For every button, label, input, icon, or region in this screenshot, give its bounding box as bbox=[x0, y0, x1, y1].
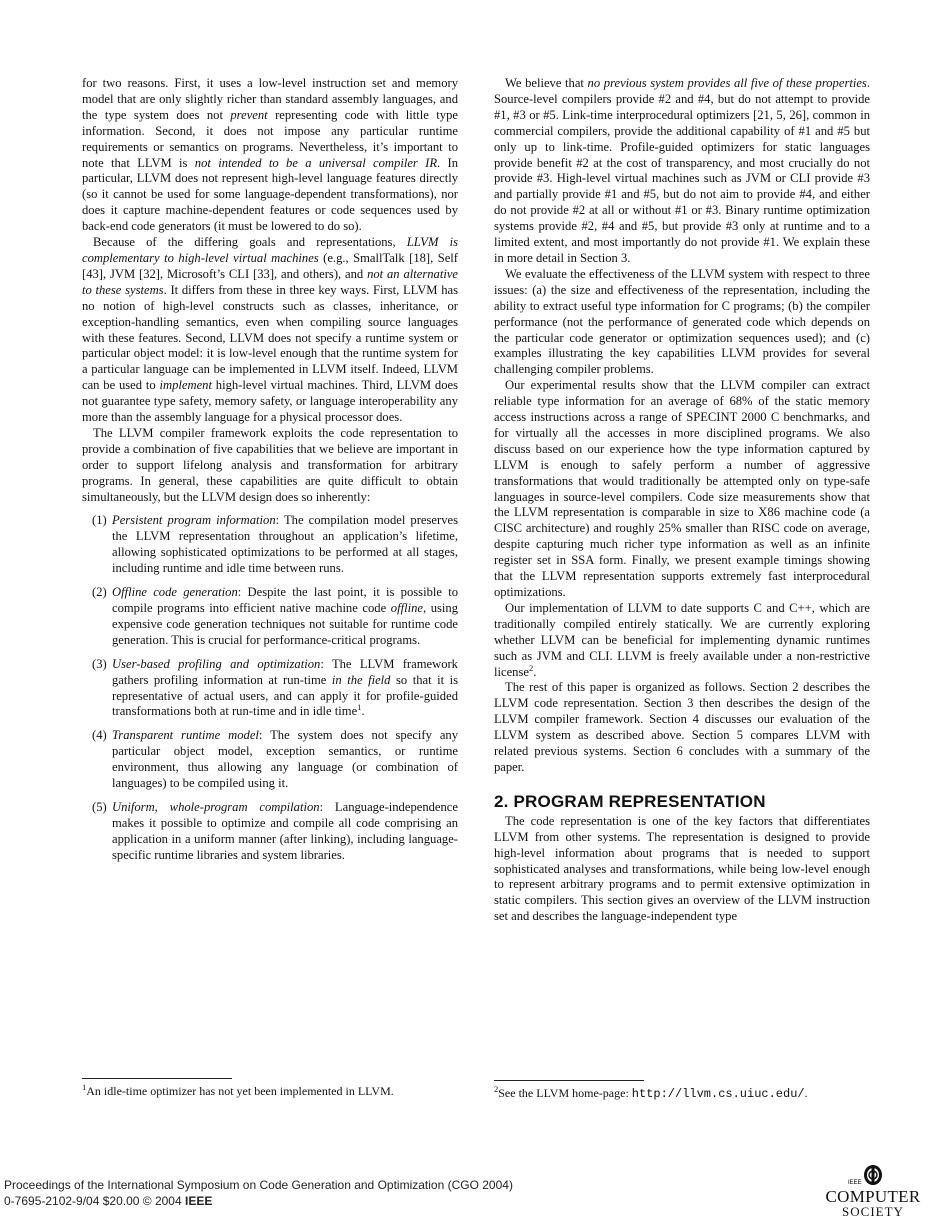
footnote-marker: 2 bbox=[528, 662, 534, 673]
list-number: (1) bbox=[92, 513, 107, 528]
text-run: Uniform, whole-program compilation bbox=[112, 799, 320, 814]
logo-ieee-text: IEEE bbox=[848, 1180, 862, 1186]
paragraph bbox=[494, 267, 870, 378]
section-heading: 2. PROGRAM REPRESENTATION bbox=[494, 791, 766, 811]
section-paragraphs bbox=[494, 814, 870, 925]
logo-computer: COMPUTER bbox=[825, 1187, 921, 1206]
footer-isbn: 0-7695-2102-9/04 $20.00 © 2004 bbox=[4, 1194, 185, 1208]
footnote-marker: 1 bbox=[82, 1082, 87, 1092]
list-item bbox=[82, 657, 458, 721]
url-text: http://llvm.cs.uiuc.edu/ bbox=[631, 1087, 805, 1101]
text-run: (e.g., SmallTalk [18], Self [43], JVM [32], Microsoft’s CLI [33], and others), and bbox=[82, 250, 458, 281]
text-run: Offline code generation bbox=[112, 585, 238, 600]
text-run: . In particular, LLVM does not represent high-level language features directly (so it cannot be used for some language-dependent transformations), nor does it capture machine-dependent features or code sequences used by back-end code generators (it must be lowered to do so). bbox=[82, 155, 458, 234]
text-run: User-based profiling and optimization bbox=[112, 656, 321, 671]
list-item bbox=[82, 513, 458, 577]
paragraph bbox=[82, 76, 458, 235]
footnote-text bbox=[494, 1086, 870, 1101]
text-run: LLVM is complementary to high-level virtual machines bbox=[82, 235, 458, 265]
text-run: : The LLVM framework gathers profiling information at run-time bbox=[112, 656, 458, 687]
text-run: prevent bbox=[230, 107, 268, 122]
footer-ieee: IEEE bbox=[184, 1194, 213, 1208]
ieee-logo-icon bbox=[818, 1164, 928, 1186]
text-run: The rest of this paper is organized as follows. Section 2 describes the LLVM code representation. Section 3 then describes the design of the LLVM compiler framework. Section 4 discusses our evaluation of the LLVM system as described above. Section 5 compares LLVM with related previous systems. Section 6 concludes with a summary of the paper. bbox=[494, 680, 870, 774]
text-run: . bbox=[361, 704, 365, 719]
list-number: (3) bbox=[92, 656, 107, 671]
right-column bbox=[494, 76, 870, 925]
text-run: , using expensive code generation techniques not suitable for runtime code generation. This is crucial for performance-critical programs. bbox=[112, 601, 458, 647]
left-column bbox=[82, 76, 458, 872]
paragraph bbox=[494, 601, 870, 681]
text-run: Transparent runtime model bbox=[112, 728, 259, 743]
text-run: Our experimental results show that the LLVM compiler can extract reliable type information for an average of 68% of the static memory access instructions across a range of SPECINT 2000 C benchmarks, and for virtually all the accesses in more disciplined programs. We also discuss based on our experience how the type information captured by LLVM is enough to safely perform a number of aggressive transformations that would traditionally be attempted only on type-safe languages in source-level compilers. Code size measurements show that the LLVM representation is comparable in size to X86 machine code (a CISC architecture) and roughly 25% smaller than RISC code on average, despite capturing much richer type information as well as an infinite register set in SSA form. Finally, we present example timings showing that the LLVM representation supports extremely fast interprocedural optimizations. bbox=[494, 378, 870, 599]
text-run: : Language-independence makes it possible to optimize and compile all code comprising an application in a uniform manner (after linking), including language-specific runtime libraries and system libraries. bbox=[112, 799, 458, 862]
text-run: The LLVM compiler framework exploits the code representation to provide a combination of five capabilities that we believe are important in order to support lifelong analysis and transformation for arbitrary programs. In general, these capabilities are quite difficult to obtain simultaneously, but the LLVM design does so inherently: bbox=[82, 425, 458, 504]
paragraph bbox=[494, 680, 870, 775]
list-number: (5) bbox=[92, 799, 107, 814]
text-run: : The system does not specify any particular object model, exception semantics, or runtime environment, thus allowing any language (or combination of languages) to be compiled using it. bbox=[112, 728, 459, 791]
text-run: We evaluate the effectiveness of the LLVM system with respect to three issues: (a) the size and effectiveness of the representation, including the ability to extract useful type information for C programs; (b) the compiler performance (not the performance of generated code which depends on the particular code generator or optimization sequences used); and (c) examples illustrating the key capabilities LLVM provides for several challenging compiler problems. bbox=[494, 266, 870, 377]
text-run: See the LLVM home-page: bbox=[498, 1086, 632, 1100]
text-run: not an alternative to these systems bbox=[82, 266, 459, 297]
footnote-marker: 2 bbox=[494, 1084, 499, 1094]
text-run: no previous system provides all five of these properties bbox=[587, 76, 867, 90]
list-item bbox=[82, 728, 458, 792]
text-run: . Source-level compilers provide #2 and #4, but do not attempt to provide #1, #3 or #5. Link-time interprocedural optimizers [21, 5, 26], common in commercial compilers, provide the additional capability of #1 and #5 but only up to link-time. Profile-guided optimizers for static languages provide benefit #2 at the cost of transparency, and most crucially do not provide #3. High-level virtual machines such as JVM or CLI provide #3 and partially provide #1 and #5, but do not aim to provide #4, and either do not provide #2 at all or without #1 or #3. Binary runtime optimization systems provide #2, #4 and #5, but provide #3 only at runtime and to a limited extent, and most importantly do not provide #1. We explain these in more detail in Section 3. bbox=[494, 76, 870, 265]
paragraph bbox=[494, 76, 870, 267]
logo-society: SOCIETY bbox=[842, 1204, 904, 1219]
text-run: for two reasons. First, it uses a low-level instruction set and memory model that are only slightly richer than standard assembly languages, and the type system does not bbox=[82, 76, 458, 122]
text-run: high-level virtual machines. Third, LLVM does not guarantee type safety, memory safety, or language interoperability any more than the assembly language for a physical processor does. bbox=[82, 378, 458, 425]
text-run: . bbox=[533, 664, 537, 679]
footnote-rule bbox=[82, 1078, 232, 1079]
footnote-1 bbox=[82, 1078, 458, 1098]
text-run: . It differs from these in three key ways. First, LLVM has no notion of high-level constructs such as classes, inheritance, or exception-handling semantics, even when compiling source languages with these features. Second, LLVM does not specify a runtime system or particular object model: it is low-level enough that the runtime system for a particular language can be implemented in LLVM itself. Indeed, LLVM can be used to bbox=[82, 282, 458, 393]
text-run: . bbox=[804, 1086, 808, 1100]
footnote-rule bbox=[494, 1080, 644, 1081]
list-number: (4) bbox=[92, 728, 107, 743]
left-paragraphs bbox=[82, 76, 458, 505]
paragraph bbox=[494, 814, 870, 925]
text-run: Our implementation of LLVM to date supports C and C++, which are traditionally compiled entirely statically. We are currently exploring whether LLVM can be beneficial for implementing dynamic runtimes such as JVM and CLI. LLVM is freely available under a non-restrictive license bbox=[494, 600, 870, 679]
text-run: : The compilation model preserves the LLVM representation throughout an application’s lifetime, allowing sophisticated optimizations to be performed at all stages, including runtime and idle time between runs. bbox=[112, 513, 458, 576]
footnote-marker: 1 bbox=[357, 702, 362, 713]
text-run: Persistent program information bbox=[112, 513, 276, 528]
right-paragraphs bbox=[494, 76, 870, 776]
text-run: An idle-time optimizer has not yet been implemented in LLVM. bbox=[86, 1084, 394, 1098]
list-number: (2) bbox=[92, 585, 107, 600]
paragraph bbox=[494, 378, 870, 601]
capabilities-list bbox=[82, 513, 458, 863]
footer-proceedings: Proceedings of the International Symposium on Code Generation and Optimization (CGO 2004) bbox=[4, 1178, 513, 1192]
text-run: Because of the differing goals and representations, bbox=[93, 235, 407, 250]
text-run: The code representation is one of the key factors that differentiates LLVM from other systems. The representation is designed to provide high-level information about programs that is needed to support sophisticated analyses and transformations, while being low-level enough to represent arbitrary programs and to permit extensive optimization in static compilers. This section gives an overview of the LLVM instruction set and describes the language-independent type bbox=[494, 813, 870, 924]
text-run: representing code with little type information. Second, it does not impose any particular runtime requirements or semantics on programs. Nevertheless, it’s important to note that LLVM is bbox=[82, 107, 458, 170]
text-run: not intended to be a universal compiler IR bbox=[194, 155, 438, 170]
footnote-text bbox=[82, 1084, 458, 1098]
text-run: so that it is representative of actual users, and can apply it for profile-guided transformations both at run-time and in idle time bbox=[112, 672, 458, 719]
text-run: : Despite the last point, it is possible to compile programs into efficient native machine code bbox=[112, 585, 458, 615]
list-item bbox=[82, 800, 458, 864]
ieee-computer-society-logo bbox=[818, 1164, 928, 1230]
footnote-2 bbox=[494, 1080, 870, 1101]
text-run: in the field bbox=[331, 672, 391, 687]
text-run: implement bbox=[159, 378, 212, 393]
paragraph bbox=[82, 235, 458, 426]
text-run: offline bbox=[390, 601, 423, 615]
footer-copyright bbox=[4, 1194, 212, 1208]
list-item bbox=[82, 585, 458, 649]
text-run: We believe that bbox=[505, 76, 588, 90]
paragraph bbox=[82, 426, 458, 506]
